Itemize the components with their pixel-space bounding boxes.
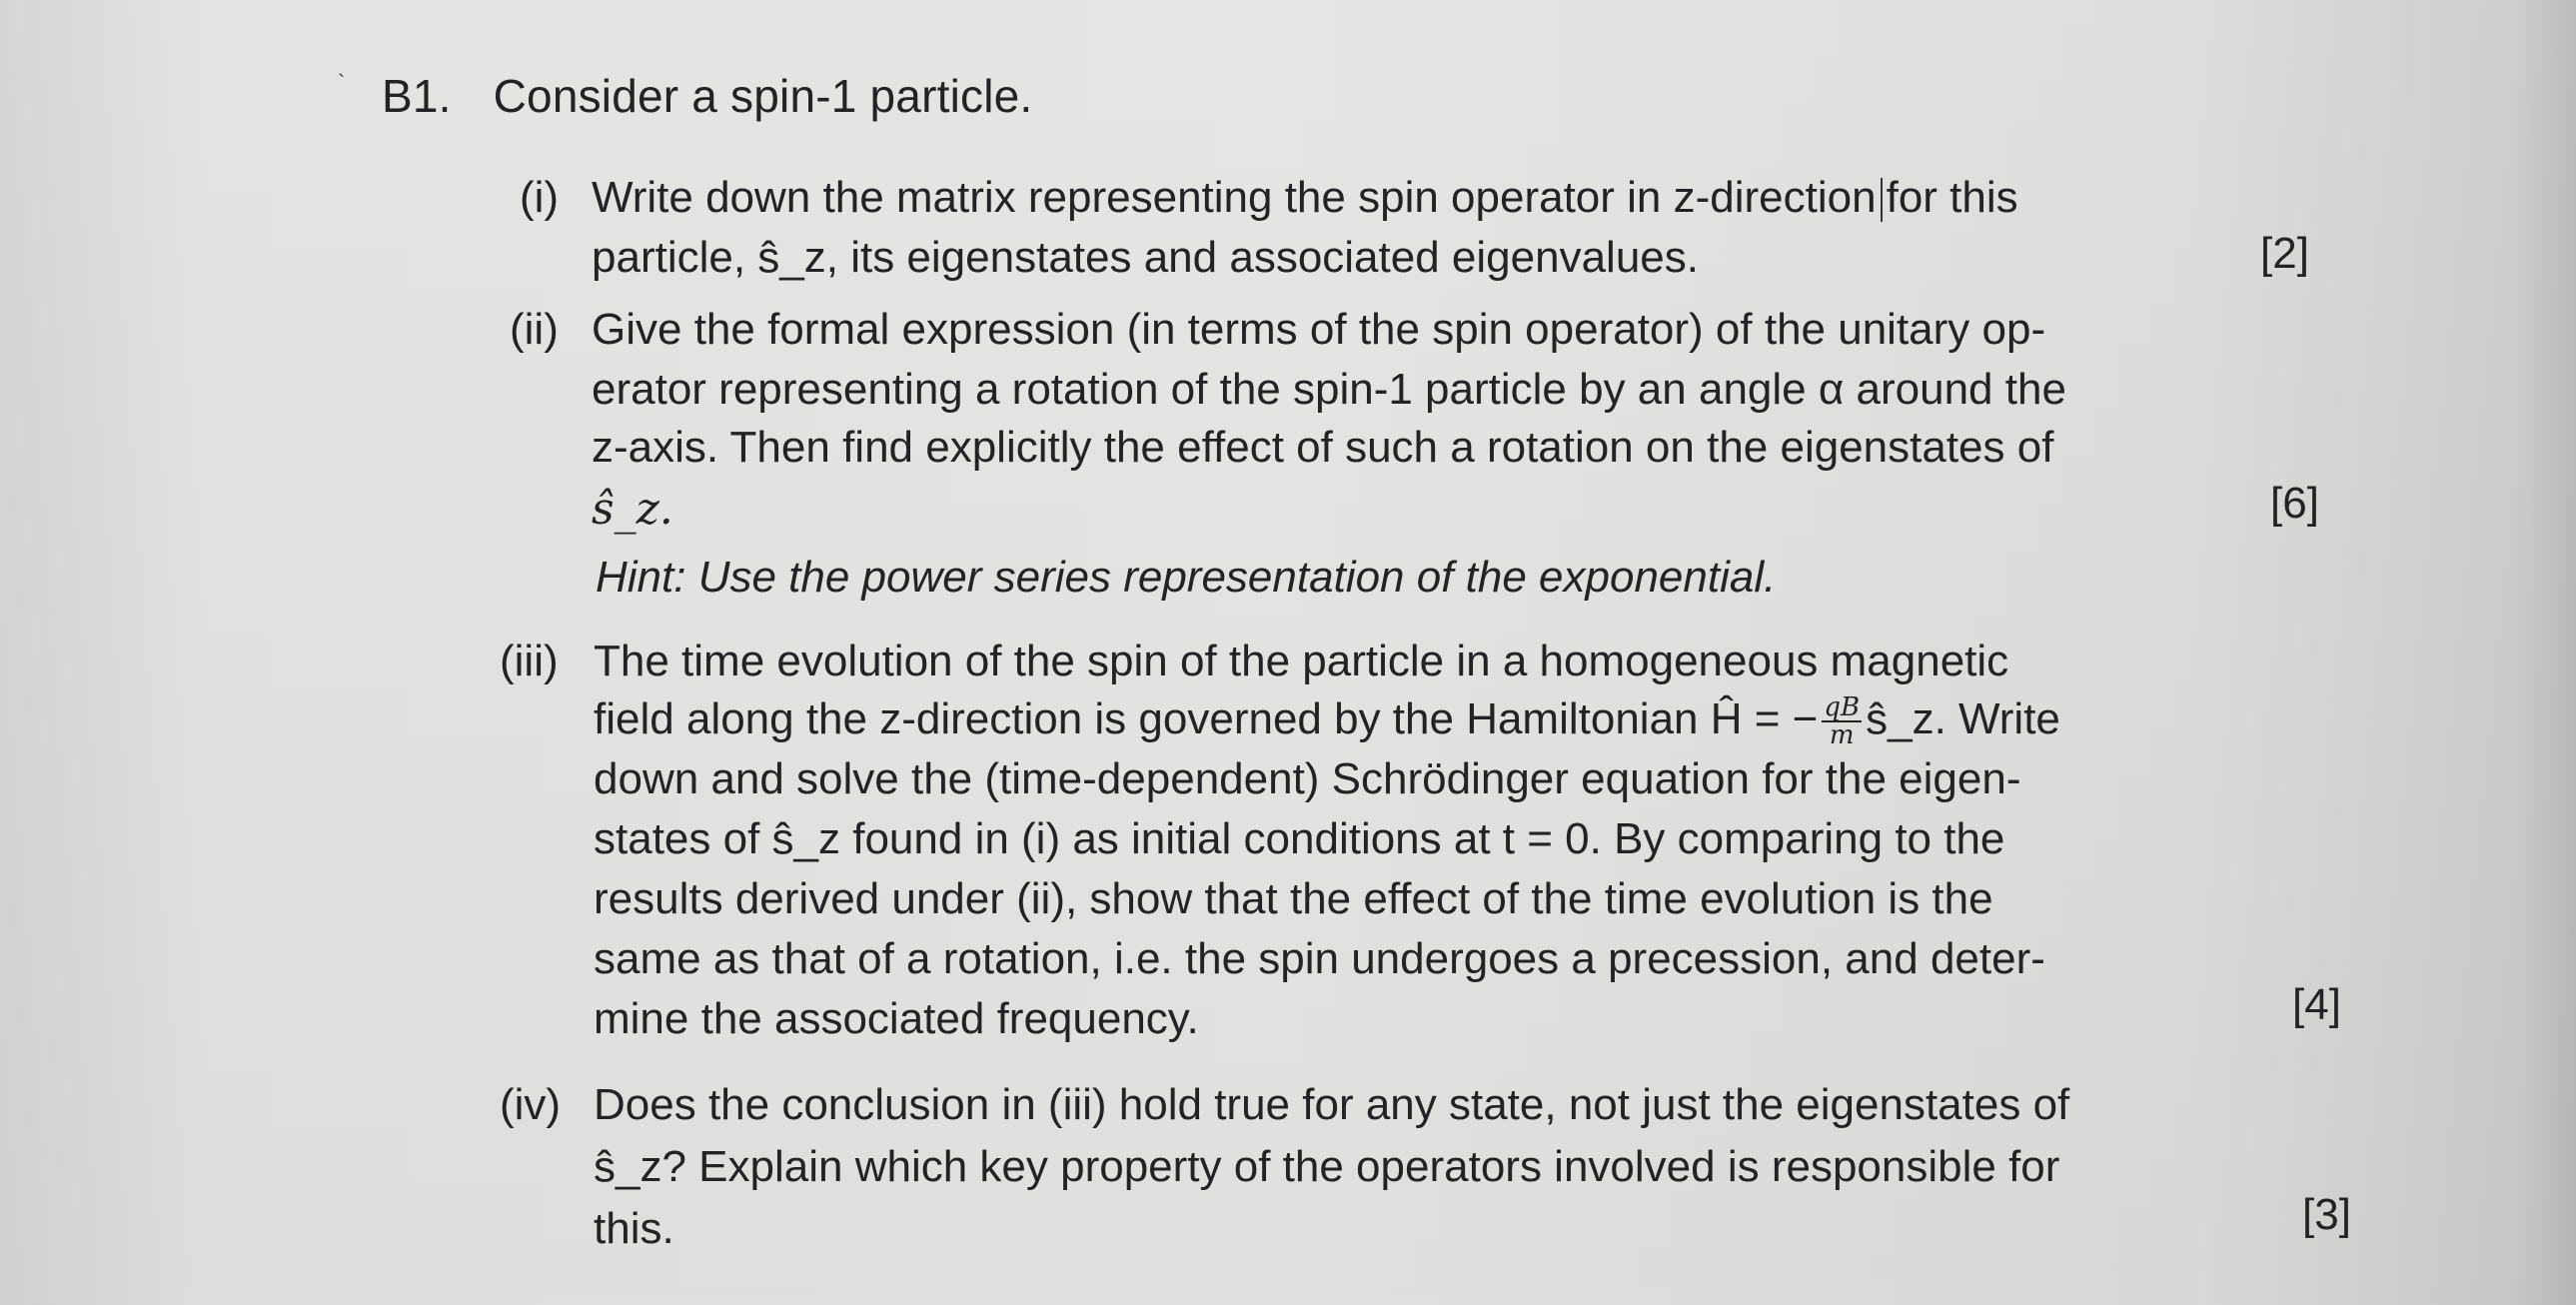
fraction-denominator: m <box>1829 720 1855 751</box>
part-ii-line-4: ŝ_z. <box>592 484 673 535</box>
part-iii-line-2-end: ŝ_z. Write <box>1866 694 2060 743</box>
part-i-line-1-text: Write down the matrix representing the spin operator in z-direction <box>592 173 1877 222</box>
question-title: Consider a spin-1 particle. <box>493 70 1033 122</box>
part-i-line-2: particle, ŝ_z, its eigenstates and associated eigenvalues. <box>592 233 1699 282</box>
part-iv-line-3: this. <box>594 1204 674 1253</box>
part-iii-line-4: states of ŝ_z found in (i) as initial conditions at t = 0. By comparing to the <box>594 814 2005 863</box>
part-iv-line-1: Does the conclusion in (iii) hold true for any state, not just the eigenstates of <box>594 1080 2070 1129</box>
fraction-numerator: qB <box>1824 692 1861 723</box>
question-heading <box>382 66 1032 126</box>
part-iv-line-2: ŝ_z? Explain which key property of the operators involved is responsible for <box>594 1142 2060 1191</box>
part-iii-line-6: same as that of a rotation, i.e. the spin undergoes a precession, and deter- <box>594 934 2045 983</box>
part-ii-line-3: z-axis. Then find explicitly the effect of such a rotation on the eigenstates of <box>592 423 2054 472</box>
part-label: (ii) <box>510 305 559 354</box>
marks: [2] <box>2260 229 2309 278</box>
fraction <box>1822 692 1862 751</box>
page-shadow <box>2516 0 2576 1305</box>
part-iii-line-2 <box>594 689 2060 749</box>
part-ii-line-2: erator representing a rotation of the spin-1 particle by an angle α around the <box>592 365 2066 414</box>
marks: [3] <box>2302 1190 2351 1239</box>
marks: [6] <box>2270 479 2319 528</box>
question-number: B1. <box>382 70 452 122</box>
part-label: (iii) <box>500 637 559 685</box>
part-iii-line-2-text: field along the z-direction is governed by the Hamiltonian Ĥ = − <box>594 694 1819 743</box>
part-i-line-1-end: for this <box>1886 173 2018 222</box>
part-label: (iv) <box>500 1080 562 1129</box>
part-iii-line-5: results derived under (ii), show that the effect of the time evolution is the <box>594 874 1993 923</box>
hint-text: Hint: Use the power series representation of the exponential. <box>596 553 1777 602</box>
part-iii-line-7: mine the associated frequency. <box>594 994 1199 1043</box>
part-ii-line-1: Give the formal expression (in terms of the spin operator) of the unitary op- <box>592 305 2046 354</box>
margin-tick: ` <box>338 70 346 95</box>
part-label: (i) <box>520 173 560 222</box>
part-i-line-1 <box>592 168 2018 228</box>
marks: [4] <box>2292 980 2341 1029</box>
part-iii-line-3: down and solve the (time-dependent) Schrödinger equation for the eigen- <box>594 754 2021 803</box>
part-iii-line-1: The time evolution of the spin of the particle in a homogeneous magnetic <box>594 637 2009 685</box>
text-cursor <box>1881 178 1883 222</box>
